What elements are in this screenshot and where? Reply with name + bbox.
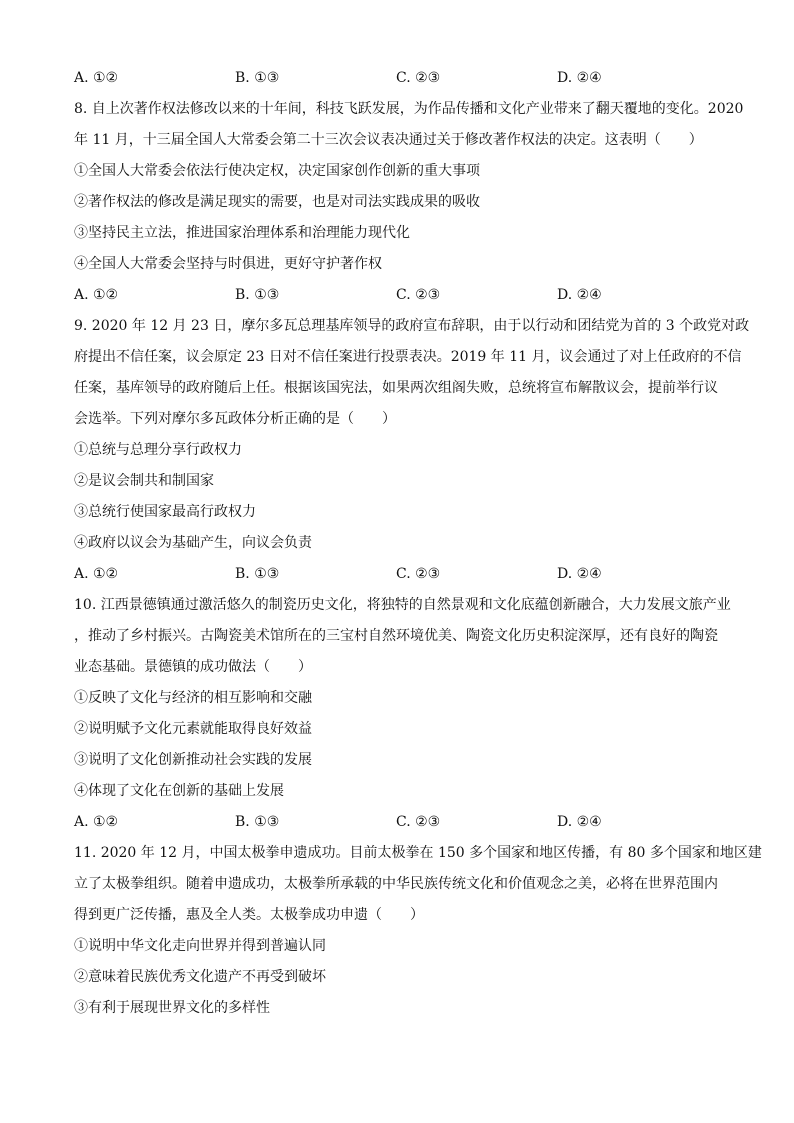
- statement-item: ①反映了文化与经济的相互影响和交融: [74, 690, 312, 706]
- question-11: [74, 838, 762, 1024]
- option-b: B. ①③: [235, 287, 280, 303]
- question-stem-line: ，推动了乡村振兴。古陶瓷美术馆所在的三宝村自然环境优美、陶瓷文化历史积淀深厚，还有良好的陶瓷: [74, 628, 718, 644]
- question-8: [74, 94, 744, 311]
- option-b: B. ①③: [235, 70, 280, 86]
- option-a: A. ①②: [74, 814, 119, 830]
- options-row: [74, 559, 724, 590]
- statement-item: ②是议会制共和制国家: [74, 473, 214, 489]
- statement-item: ④全国人大常委会坚持与时俱进，更好守护著作权: [74, 256, 382, 272]
- question-9: [74, 311, 750, 590]
- option-d: D. ②④: [557, 814, 602, 830]
- option-a: A. ①②: [74, 287, 119, 303]
- option-c: C. ②③: [396, 70, 441, 86]
- question-stem-line: 业态基础。景德镇的成功做法（ ）: [74, 659, 312, 675]
- options-row: [74, 807, 724, 838]
- question-stem-line: 府提出不信任案，议会原定 23 日对不信任案进行投票表决。2019 年 11 月，议会通过了对上任政府的不信: [74, 349, 742, 365]
- question-stem-line: 任案，基库领导的政府随后上任。根据该国宪法，如果两次组阁失败，总统将宣布解散议会，提前举行议: [74, 380, 718, 396]
- statement-item: ③有利于展现世界文化的多样性: [74, 1000, 270, 1016]
- question-stem-line: 11. 2020 年 12 月，中国太极拳申遗成功。目前太极拳在 150 多个国家和地区传播，有 80 多个国家和地区建: [74, 845, 762, 861]
- statement-item: ③说明了文化创新推动社会实践的发展: [74, 752, 312, 768]
- statement-item: ④政府以议会为基础产生，向议会负责: [74, 535, 312, 551]
- option-d: D. ②④: [557, 70, 602, 86]
- options-row: [74, 280, 724, 311]
- option-a: A. ①②: [74, 70, 119, 86]
- statement-item: ③坚持民主立法，推进国家治理体系和治理能力现代化: [74, 225, 410, 241]
- statement-item: ①说明中华文化走向世界并得到普遍认同: [74, 938, 326, 954]
- question-stem-line: 10. 江西景德镇通过激活悠久的制瓷历史文化，将独特的自然景观和文化底蕴创新融合，大力发展文旅产业: [74, 597, 731, 613]
- question-stem-line: 立了太极拳组织。随着申遗成功，太极拳所承载的中华民族传统文化和价值观念之美，必将在世界范围内: [74, 876, 718, 892]
- options-row: [74, 63, 724, 94]
- exam-page: [74, 63, 762, 1024]
- option-b: B. ①③: [235, 566, 280, 582]
- question-stem-line: 年 11 月，十三届全国人大常委会第二十三次会议表决通过关于修改著作权法的决定。这表明（ ）: [74, 132, 703, 148]
- question-stem-line: 8. 自上次著作权法修改以来的十年间，科技飞跃发展，为作品传播和文化产业带来了翻天覆地的变化。2020: [74, 101, 744, 117]
- option-c: C. ②③: [396, 814, 441, 830]
- statement-item: ②著作权法的修改是满足现实的需要，也是对司法实践成果的吸收: [74, 194, 480, 210]
- option-c: C. ②③: [396, 287, 441, 303]
- statement-item: ④体现了文化在创新的基础上发展: [74, 783, 284, 799]
- statement-item: ③总统行使国家最高行政权力: [74, 504, 256, 520]
- question-stem-line: 会选举。下列对摩尔多瓦政体分析正确的是（ ）: [74, 411, 396, 427]
- question-10: [74, 590, 731, 838]
- question-stem-line: 得到更广泛传播，惠及全人类。太极拳成功申遗（ ）: [74, 907, 424, 923]
- option-c: C. ②③: [396, 566, 441, 582]
- option-d: D. ②④: [557, 287, 602, 303]
- option-d: D. ②④: [557, 566, 602, 582]
- statement-item: ①全国人大常委会依法行使决定权，决定国家创作创新的重大事项: [74, 163, 480, 179]
- question-stem-line: 9. 2020 年 12 月 23 日，摩尔多瓦总理基库领导的政府宣布辞职，由于以行动和团结党为首的 3 个政党对政: [74, 318, 750, 334]
- option-b: B. ①③: [235, 814, 280, 830]
- statement-item: ②说明赋予文化元素就能取得良好效益: [74, 721, 312, 737]
- statement-item: ②意味着民族优秀文化遗产不再受到破坏: [74, 969, 326, 985]
- statement-item: ①总统与总理分享行政权力: [74, 442, 242, 458]
- option-a: A. ①②: [74, 566, 119, 582]
